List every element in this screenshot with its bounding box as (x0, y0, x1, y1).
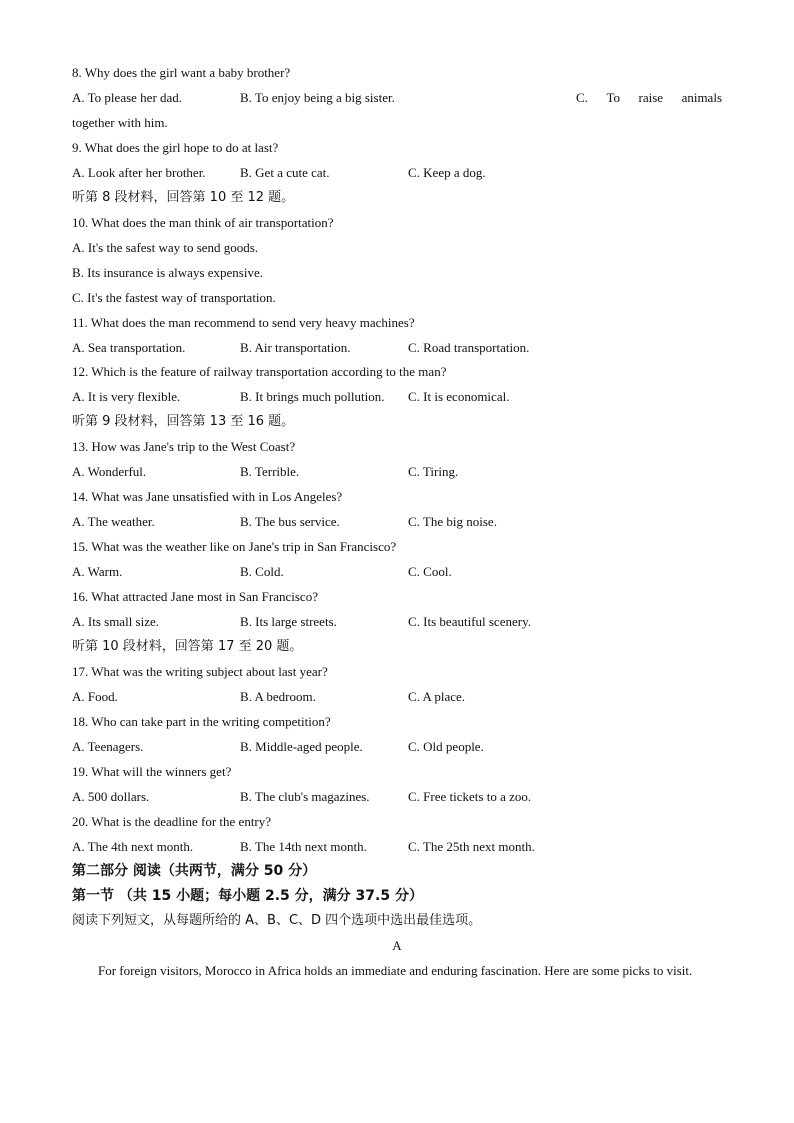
option-b: B. The 14th next month. (240, 839, 367, 854)
question-20: 20. What is the deadline for the entry? (72, 814, 272, 829)
option-a: A. Food. (72, 689, 118, 704)
option-c: C. Its beautiful scenery. (408, 614, 531, 629)
option-c: C. Old people. (408, 739, 484, 754)
option-c: C. The big noise. (408, 514, 497, 529)
option-a: A. Look after her brother. (72, 165, 206, 180)
option-a: A. It is very flexible. (72, 389, 181, 404)
part-two-heading: 第二部分 阅读（共两节，满分 50 分） (72, 863, 317, 879)
question-10: 10. What does the man think of air transportation? (72, 215, 334, 230)
section-instruction: 听第 9 段材料，回答第 13 至 16 题。 (72, 414, 295, 429)
option-b: B. A bedroom. (240, 689, 316, 704)
option-c-continued: together with him. (72, 115, 168, 130)
option-c-word: To (606, 90, 620, 105)
question-19: 19. What will the winners get? (72, 764, 232, 779)
option-b: B. Cold. (240, 564, 284, 579)
question-13: 13. How was Jane's trip to the West Coast? (72, 439, 296, 454)
section-one-heading: 第一节 （共 15 小题；每小题 2.5 分，满分 37.5 分） (72, 888, 423, 904)
question-11: 11. What does the man recommend to send very heavy machines? (72, 315, 415, 330)
question-18: 18. Who can take part in the writing competition? (72, 714, 331, 729)
reading-instruction: 阅读下列短文，从每题所给的 A、B、C、D 四个选项中选出最佳选项。 (72, 913, 482, 928)
option-b: B. To enjoy being a big sister. (240, 90, 395, 105)
option-b: B. Middle-aged people. (240, 739, 363, 754)
option-c-word: animals (681, 90, 722, 105)
option-a: A. Sea transportation. (72, 340, 186, 355)
option-c: C. Free tickets to a zoo. (408, 789, 532, 804)
option-c: C. Keep a dog. (408, 165, 486, 180)
passage-label: A (392, 938, 402, 953)
option-a: A. The weather. (72, 514, 155, 529)
question-12: 12. Which is the feature of railway transportation according to the man? (72, 364, 447, 379)
option-c: C. It is economical. (408, 389, 510, 404)
question-9: 9. What does the girl hope to do at last? (72, 140, 279, 155)
section-instruction: 听第 10 段材料，回答第 17 至 20 题。 (72, 639, 303, 654)
option-a: A. Warm. (72, 564, 123, 579)
option-c: C. Road transportation. (408, 340, 530, 355)
option-a: A. Its small size. (72, 614, 160, 629)
option-c: C. Tiring. (408, 464, 459, 479)
option-a: A. 500 dollars. (72, 789, 150, 804)
option-a: A. The 4th next month. (72, 839, 194, 854)
option-a: A. Teenagers. (72, 739, 144, 754)
option-c: C. Cool. (408, 564, 452, 579)
option-b: B. The club's magazines. (240, 789, 370, 804)
option-b: B. Get a cute cat. (240, 165, 330, 180)
section-instruction: 听第 8 段材料，回答第 10 至 12 题。 (72, 190, 295, 205)
question-15: 15. What was the weather like on Jane's trip in San Francisco? (72, 539, 397, 554)
option-a: A. It's the safest way to send goods. (72, 240, 259, 255)
option-c: C. It's the fastest way of transportation. (72, 290, 276, 305)
option-b: B. Terrible. (240, 464, 300, 479)
question-8: 8. Why does the girl want a baby brother? (72, 65, 291, 80)
option-c-word: C. (576, 90, 588, 105)
option-b: B. The bus service. (240, 514, 340, 529)
question-14: 14. What was Jane unsatisfied with in Los Angeles? (72, 489, 343, 504)
option-b: B. Its insurance is always expensive. (72, 265, 263, 280)
option-a: A. To please her dad. (72, 90, 183, 105)
option-a: A. Wonderful. (72, 464, 147, 479)
option-c (576, 89, 722, 107)
option-b: B. Its large streets. (240, 614, 337, 629)
option-b: B. Air transportation. (240, 340, 351, 355)
option-b: B. It brings much pollution. (240, 389, 385, 404)
option-c: C. The 25th next month. (408, 839, 535, 854)
option-c: C. A place. (408, 689, 466, 704)
option-c-word: raise (638, 90, 664, 105)
question-17: 17. What was the writing subject about last year? (72, 664, 328, 679)
question-16: 16. What attracted Jane most in San Francisco? (72, 589, 318, 604)
passage-paragraph: For foreign visitors, Morocco in Africa holds an immediate and enduring fascination. Here are some picks to visit. (98, 963, 693, 978)
